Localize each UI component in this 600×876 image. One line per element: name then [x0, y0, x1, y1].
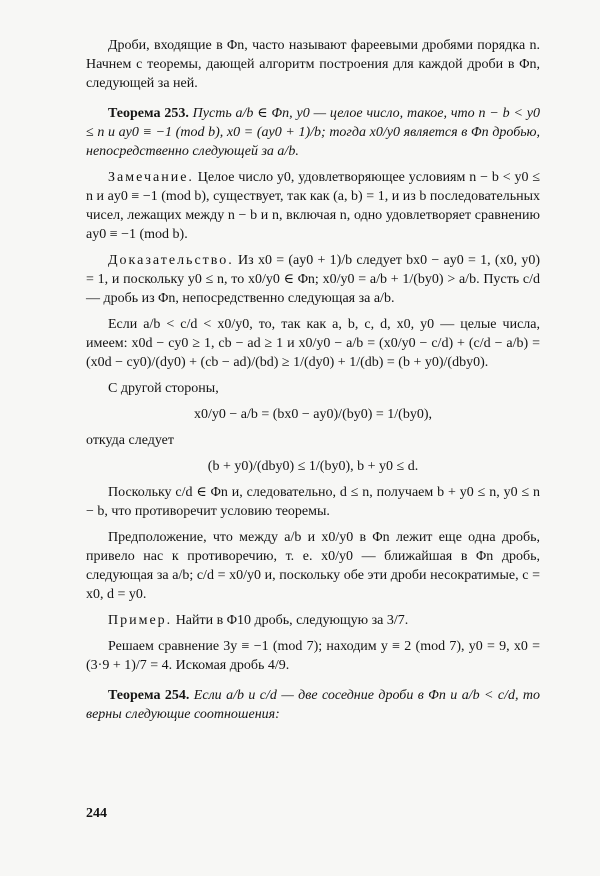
- other-side-line: С другой стороны,: [108, 381, 219, 396]
- intro-paragraph: Дроби, входящие в Φn, часто называют фареевыми дробями порядка n. Начнем с теоремы, дающей алгоритм построения для каждой дроби в Φn, следующей за ней.: [86, 38, 540, 91]
- conclusion-paragraph: Предположение, что между a/b и x0/y0 в Φn лежит еще одна дробь, привело нас к противоречию, т. е. x0/y0 — ближайшая в Φn дробь, следующая за a/b; c/d = x0/y0 и, поскольку обе эти дроби несократимые, c = x0, d = y0.: [86, 530, 540, 602]
- proof-text: Из x0 = (ay0 + 1)/b следует bx0 − ay0 = 1, (x0, y0) = 1, и поскольку y0 ≤ n, то x0/y0 ∈ Φn; x0/y0 = a/b + 1/(by0) > a/b. Пусть c/d — дробь из Φn, непосредственно следующая за a/b.: [86, 253, 540, 306]
- contradiction-paragraph: Поскольку c/d ∈ Φn и, следовательно, d ≤ n, получаем b + y0 ≤ n, y0 ≤ n − b, что противоречит условию теоремы.: [86, 485, 540, 519]
- theorem-254-statement: Если a/b и c/d — две соседние дроби в Φn и a/b < c/d, то верны следующие соотношения:: [86, 688, 540, 722]
- theorem-253-label: Теорема 253.: [108, 106, 189, 121]
- proof-paragraph: [86, 251, 540, 308]
- theorem-253: [86, 104, 540, 161]
- theorem-253-statement: Пусть a/b ∈ Φn, y0 — целое число, такое, что n − b < y0 ≤ n и ay0 ≡ −1 (mod b), x0 = (ay0 + 1)/b; тогда x0/y0 является в Φn дробью, непосредственно следующей за a/b.: [86, 106, 540, 159]
- remark-label: Замечание.: [108, 170, 194, 185]
- example-solution: Решаем сравнение 3y ≡ −1 (mod 7); находим y ≡ 2 (mod 7), y0 = 9, x0 = (3·9 + 1)/7 = 4. Искомая дробь 4/9.: [86, 639, 540, 673]
- example-label: Пример.: [108, 613, 173, 628]
- formula-inequality: (b + y0)/(dby0) ≤ 1/(by0), b + y0 ≤ d.: [207, 459, 419, 474]
- example-task: Найти в Φ10 дробь, следующую за 3/7.: [175, 613, 409, 628]
- proof-inequality-paragraph: Если a/b < c/d < x0/y0, то, так как a, b, c, d, x0, y0 — целые числа, имеем: x0d − cy0 ≥ 1, cb − ad ≥ 1 и x0/y0 − a/b = (x0/y0 − c/d) + (c/d − a/b) = (x0d − cy0)/(dy0) + (cb − ad)/(bd) ≥ 1/(dy0) + 1/(db) = (b + y0)/(dby0).: [86, 317, 540, 370]
- formula-difference: x0/y0 − a/b = (bx0 − ay0)/(by0) = 1/(by0),: [193, 407, 433, 422]
- proof-label: Доказательство.: [108, 253, 234, 268]
- example-paragraph: [86, 611, 540, 630]
- theorem-254-label: Теорема 254.: [108, 688, 190, 703]
- remark-paragraph: [86, 168, 540, 244]
- page-number: 244: [86, 806, 107, 821]
- theorem-254: [86, 686, 540, 724]
- hence-line: откуда следует: [86, 433, 174, 448]
- remark-text: Целое число y0, удовлетворяющее условиям n − b < y0 ≤ n и ay0 ≡ −1 (mod b), существует, так как (a, b) = 1, и из b последовательных чисел, лежащих между n − b и n, включая n, одно удовлетворяет сравнению ay0 ≡ −1 (mod b).: [86, 170, 541, 242]
